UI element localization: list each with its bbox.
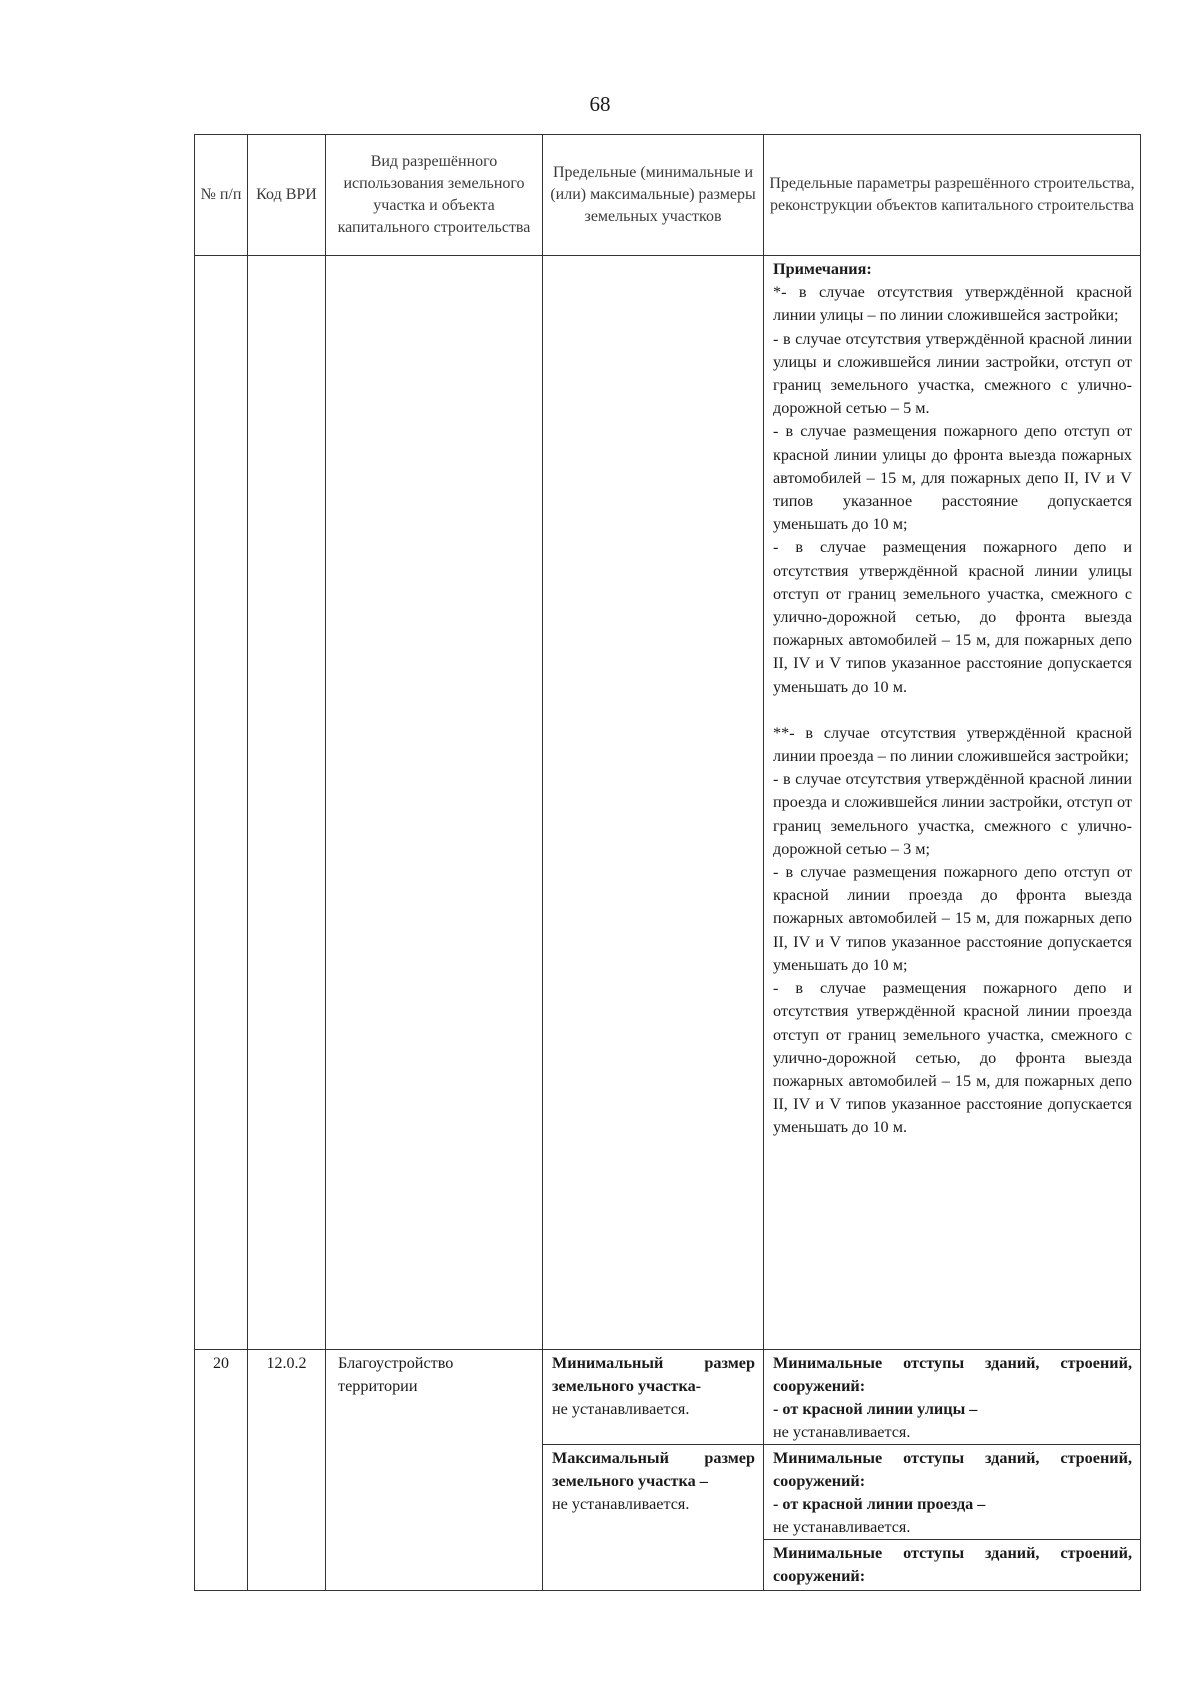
param-1-label: Минимальные отступы зданий, строений, сооружений: — [773, 1354, 1132, 1395]
note-line: - в случае размещения пожарного депо отступ от красной линии улицы до фронта выезда пожарных автомобилей – 15 м, для пожарных депо II, IV и V типов указанное расстояние допускается уменьшать до 10 м; — [773, 422, 1132, 534]
cell-empty — [543, 256, 764, 1350]
note-line: - в случае отсутствия утверждённой красной линии проезда и сложившейся линии застройки, отступ от границ земельного участка, смежного с улично-дорожной сетью – 3 м; — [773, 770, 1132, 858]
min-size-value: не устанавливается. — [552, 1400, 690, 1418]
note-line: - в случае отсутствия утверждённой красной линии улицы и сложившейся линии застройки, отступ от границ земельного участка, смежного с улично-дорожной сетью – 5 м. — [773, 329, 1132, 418]
param-cell-2 — [764, 1445, 1141, 1540]
regulations-table — [194, 134, 1141, 1591]
table-header-row — [195, 135, 1141, 256]
row-type: Благоустройство территории — [326, 1350, 543, 1591]
param-2-label: Минимальные отступы зданий, строений, сооружений: — [773, 1449, 1132, 1490]
header-type: Вид разрешённого использования земельного участка и объекта капитального строительства — [326, 135, 543, 256]
header-params: Предельные параметры разрешённого строительства, реконструкции объектов капитального строительства — [764, 135, 1141, 256]
note-line: - в случае размещения пожарного депо и отсутствия утверждённой красной линии улицы отступ от границ земельного участка, смежного с улично-дорожной сетью, до фронта выезда пожарных автомобилей – 15 м, для пожарных депо II, IV и V типов указанное расстояние допускается уменьшать до 10 м. — [773, 538, 1132, 696]
min-size-label: Минимальный размер земельного участка- — [552, 1354, 755, 1395]
cell-empty — [195, 256, 248, 1350]
note-line: - в случае размещения пожарного депо и отсутствия утверждённой красной линии проезда отступ от границ земельного участка, смежного с улично-дорожной сетью, до фронта выезда пожарных автомобилей – 15 м, для пожарных депо II, IV и V типов указанное расстояние допускается уменьшать до 10 м. — [773, 979, 1132, 1137]
page-number: 68 — [589, 92, 611, 116]
note-line: - в случае размещения пожарного депо отступ от красной линии проезда до фронта выезда пожарных автомобилей – 15 м, для пожарных депо II, IV и V типов указанное расстояние допускается уменьшать до 10 м; — [773, 863, 1132, 974]
param-cell-3 — [764, 1540, 1141, 1591]
max-size-value: не устанавливается. — [552, 1495, 690, 1513]
param-1-sub: - от красной линии улицы – — [773, 1400, 978, 1418]
note-line: *- в случае отсутствия утверждённой красной линии улицы – по линии сложившейся застройки; — [773, 283, 1132, 325]
table-row-20 — [195, 1350, 1141, 1445]
notes-cell — [764, 256, 1141, 1350]
min-size-cell — [543, 1350, 764, 1445]
header-sizes: Предельные (минимальные и (или) максимальные) размеры земельных участков — [543, 135, 764, 256]
cell-empty — [326, 256, 543, 1350]
param-1-value: не устанавливается. — [773, 1423, 911, 1441]
note-line: **- в случае отсутствия утверждённой красной линии проезда – по линии сложившейся застройки; — [773, 723, 1132, 766]
row-code: 12.0.2 — [248, 1350, 326, 1591]
notes-title: Примечания: — [773, 260, 872, 278]
table-row-notes — [195, 256, 1141, 1350]
max-size-cell — [543, 1445, 764, 1591]
cell-empty — [248, 256, 326, 1350]
param-3-label: Минимальные отступы зданий, строений, сооружений: — [773, 1544, 1132, 1585]
header-num: № п/п — [195, 135, 248, 256]
max-size-label: Максимальный размер земельного участка – — [552, 1449, 755, 1490]
row-number: 20 — [195, 1350, 248, 1591]
param-2-value: не устанавливается. — [773, 1518, 911, 1536]
param-2-sub: - от красной линии проезда – — [773, 1495, 986, 1513]
header-code: Код ВРИ — [248, 135, 326, 256]
param-cell-1 — [764, 1350, 1141, 1445]
